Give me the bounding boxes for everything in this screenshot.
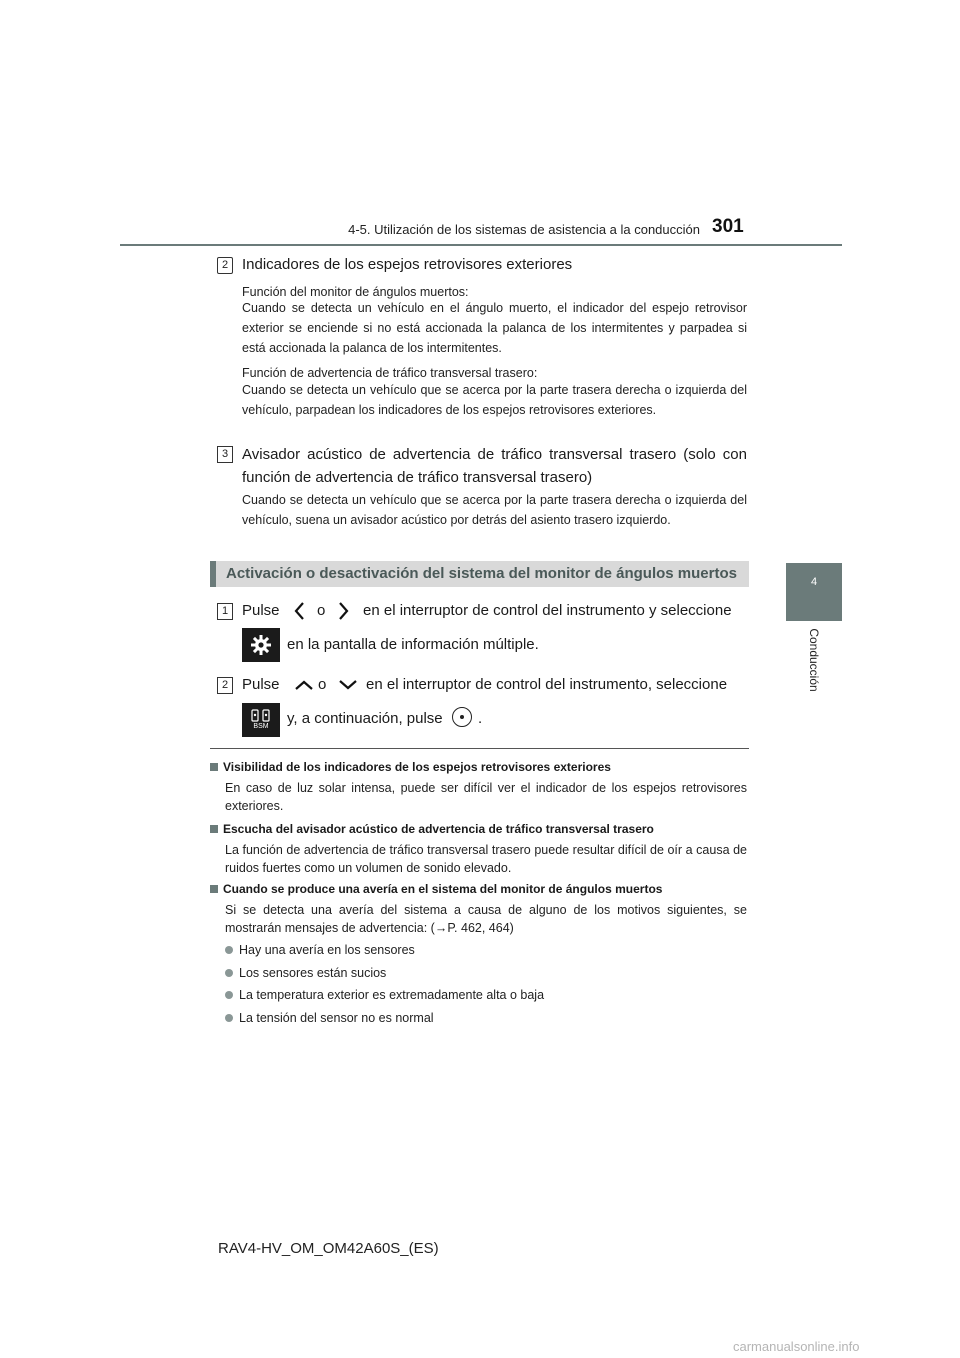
step-text-or: o (318, 676, 327, 693)
bsm-icon-label: BSM (253, 723, 269, 730)
list-item-text: La temperatura exterior es extremadamente alta o baja (239, 988, 545, 1002)
page-number: 301 (712, 216, 744, 237)
note-title-text: Cuando se produce una avería en el sistema del monitor de ángulos muertos (223, 882, 663, 896)
note-title-text: Visibilidad de los indicadores de los espejos retrovisores exteriores (223, 760, 611, 774)
chevron-down-icon (338, 679, 358, 691)
header-rule (120, 244, 842, 246)
note-title (210, 822, 750, 836)
step-text-after: en el interruptor de control del instrumento, seleccione (366, 676, 728, 693)
item-number-2: 2 (217, 257, 233, 274)
square-bullet-icon (210, 763, 218, 771)
chevron-right-icon (338, 601, 350, 621)
chevron-up-icon (294, 679, 314, 691)
list-item (225, 964, 747, 982)
banner-title: Activación o desactivación del sistema del monitor de ángulos muertos (226, 565, 737, 582)
note-title (210, 760, 750, 774)
document-code: RAV4-HV_OM_OM42A60S_(ES) (218, 1240, 439, 1257)
step-text-period: . (478, 710, 483, 727)
note-body: La función de advertencia de tráfico transversal trasero puede resultar difícil de oír a causa de ruidos fuertes como un volumen de sonido elevado. (225, 843, 747, 875)
square-bullet-icon (210, 885, 218, 893)
chevron-left-icon (293, 601, 305, 621)
step-text-pulse: Pulse (242, 676, 280, 693)
list-item (225, 941, 747, 959)
item-number-3: 3 (217, 446, 233, 463)
step-text-or: o (317, 602, 326, 619)
list-item-text: Hay una avería en los sensores (239, 943, 415, 957)
settings-gear-icon (242, 628, 280, 662)
chapter-label: Conducción (807, 628, 821, 692)
step-text-line2: y, a continuación, pulse (287, 710, 443, 727)
item-paragraph: Cuando se detecta un vehículo que se acerca por la parte trasera derecha o izquierda del vehículo, suena un avisador acústico por detrás del asiento trasero izquierdo. (242, 493, 747, 527)
step-text-pulse: Pulse (242, 602, 280, 619)
step-text-after: en el interruptor de control del instrumento y seleccione (363, 602, 732, 619)
note-body: En caso de luz solar intensa, puede ser difícil ver el indicador de los espejos retrovisores exteriores. (225, 781, 747, 813)
bsm-icon (242, 703, 280, 737)
enter-button-icon (452, 707, 472, 727)
round-bullet-icon (225, 969, 233, 977)
item-paragraph: Cuando se detecta un vehículo en el ángulo muerto, el indicador del espejo retrovisor exterior se enciende si no está accionada la palanca de los intermitentes y parpadea si está accionada la palanca de los intermitentes. (242, 301, 747, 355)
step-number-1: 1 (217, 603, 233, 620)
notes-divider (210, 748, 749, 749)
section-title: 4-5. Utilización de los sistemas de asistencia a la conducción (348, 222, 700, 237)
step-text-line2: en la pantalla de información múltiple. (287, 636, 539, 653)
list-item (225, 986, 747, 1004)
item-heading: Avisador acústico de advertencia de tráfico transversal trasero (solo con función de advertencia de tráfico transversal trasero) (242, 446, 747, 486)
item-paragraph: Función del monitor de ángulos muertos: (242, 285, 469, 299)
item-paragraph: Cuando se detecta un vehículo que se acerca por la parte trasera derecha o izquierda del vehículo, parpadean los indicadores de los espejos retrovisores exteriores. (242, 383, 747, 417)
round-bullet-icon (225, 946, 233, 954)
round-bullet-icon (225, 991, 233, 999)
note-title-text: Escucha del avisador acústico de advertencia de tráfico transversal trasero (223, 822, 654, 836)
round-bullet-icon (225, 1014, 233, 1022)
watermark: carmanualsonline.info (733, 1339, 860, 1354)
list-item-text: Los sensores están sucios (239, 966, 387, 980)
list-item (225, 1009, 747, 1027)
item-heading: Indicadores de los espejos retrovisores exteriores (242, 256, 573, 273)
square-bullet-icon (210, 825, 218, 833)
step-number-2: 2 (217, 677, 233, 694)
note-body: Si se detecta una avería del sistema a causa de alguno de los motivos siguientes, se mostrarán mensajes de advertencia: (→P. 462, 464) (225, 903, 747, 935)
item-paragraph: Función de advertencia de tráfico transversal trasero: (242, 366, 538, 380)
note-title (210, 882, 750, 896)
section-banner (210, 561, 749, 587)
chapter-number: 4 (810, 576, 818, 588)
list-item-text: La tensión del sensor no es normal (239, 1011, 434, 1025)
